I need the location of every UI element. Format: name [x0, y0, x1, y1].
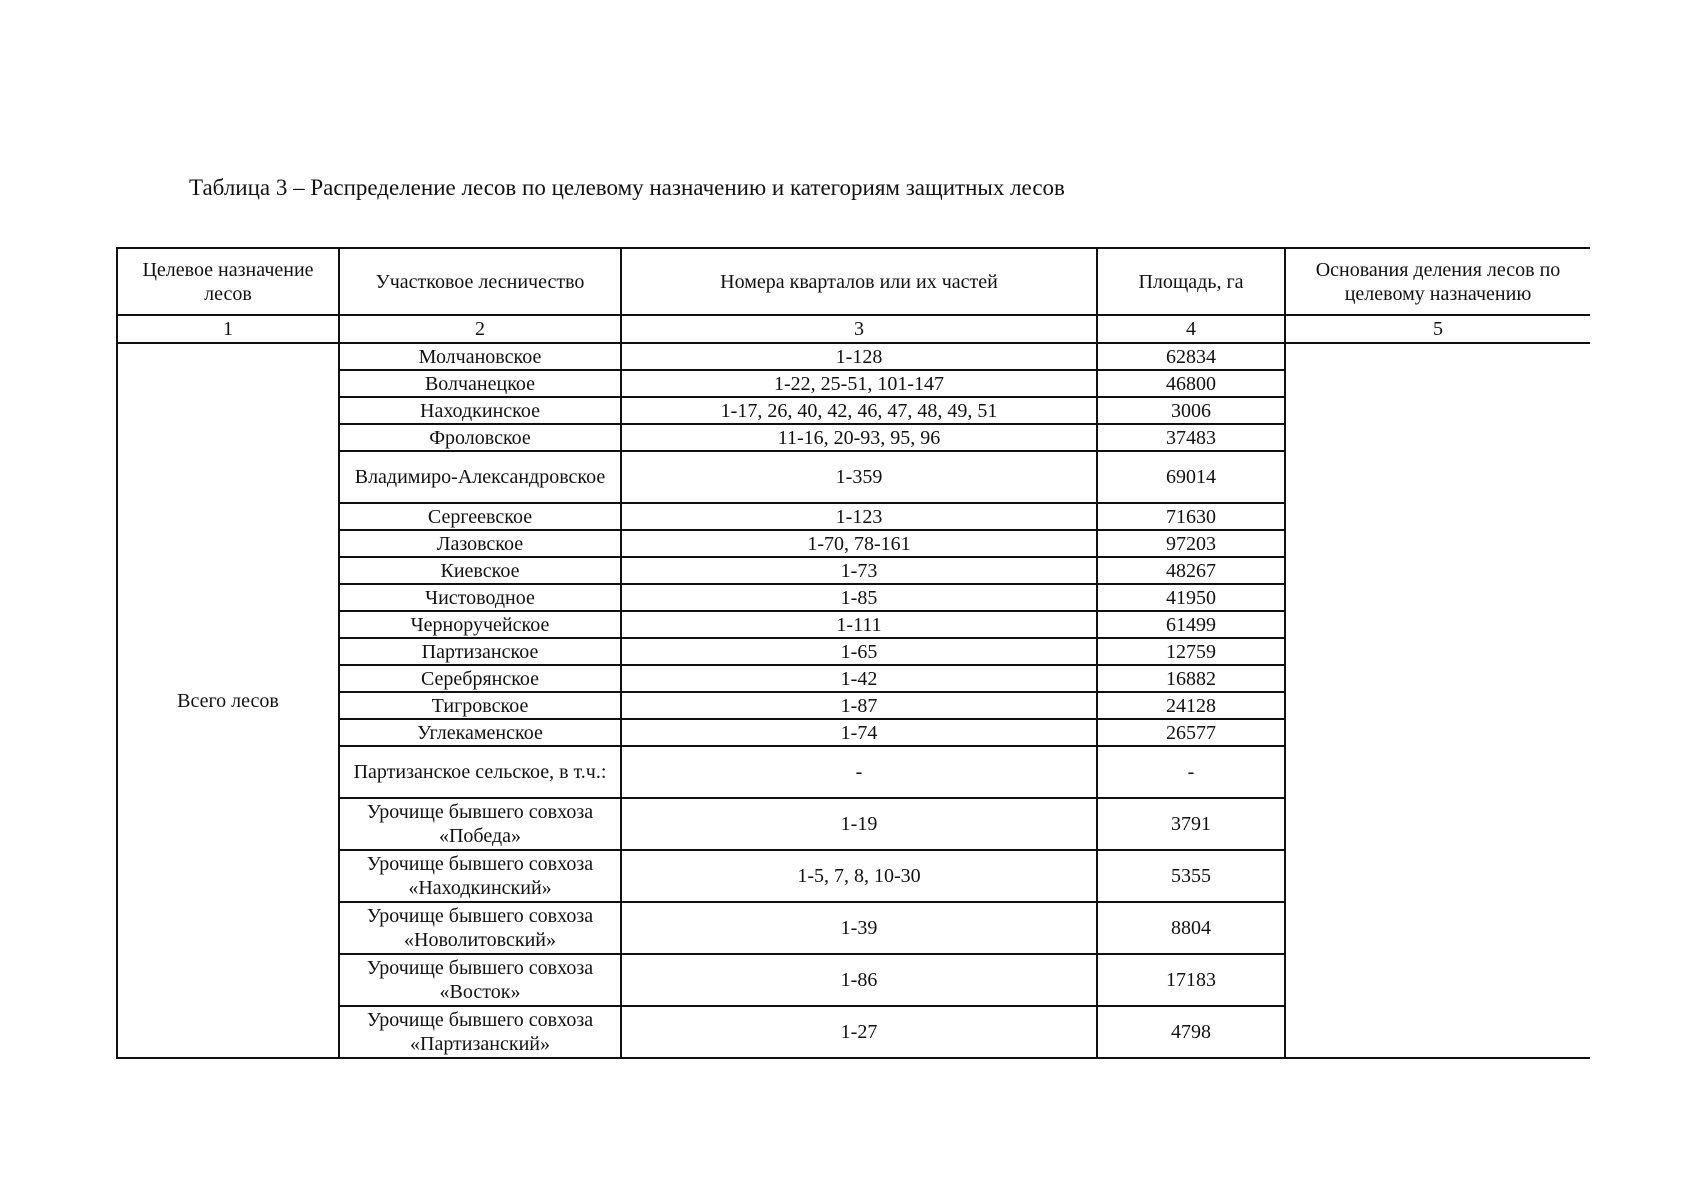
quarters-cell: 1-128 — [621, 343, 1097, 370]
forest-distribution-table — [116, 247, 1590, 1059]
forestry-name-cell: Волчанецкое — [339, 370, 621, 397]
area-cell: 71630 — [1097, 503, 1285, 530]
header-forestry: Участковое лесничество — [339, 248, 621, 315]
header-purpose: Целевое назначение лесов — [117, 248, 339, 315]
quarters-cell: 11-16, 20-93, 95, 96 — [621, 424, 1097, 451]
column-number: 4 — [1097, 315, 1285, 343]
column-number: 2 — [339, 315, 621, 343]
forestry-name-cell: Находкинское — [339, 397, 621, 424]
quarters-cell: 1-17, 26, 40, 42, 46, 47, 48, 49, 51 — [621, 397, 1097, 424]
quarters-cell: 1-74 — [621, 719, 1097, 746]
area-cell: 46800 — [1097, 370, 1285, 397]
area-cell: 16882 — [1097, 665, 1285, 692]
forestry-name-cell: Урочище бывшего совхоза «Находкинский» — [339, 850, 621, 902]
forestry-name-cell: Партизанское сельское, в т.ч.: — [339, 746, 621, 798]
area-cell: 17183 — [1097, 954, 1285, 1006]
area-cell: 62834 — [1097, 343, 1285, 370]
column-number: 3 — [621, 315, 1097, 343]
area-cell: 5355 — [1097, 850, 1285, 902]
column-number: 1 — [117, 315, 339, 343]
forestry-name-cell: Киевское — [339, 557, 621, 584]
forestry-name-cell: Тигровское — [339, 692, 621, 719]
area-cell: 61499 — [1097, 611, 1285, 638]
quarters-cell: 1-73 — [621, 557, 1097, 584]
header-quarters: Номера кварталов или их частей — [621, 248, 1097, 315]
forestry-name-cell: Фроловское — [339, 424, 621, 451]
forestry-name-cell: Урочище бывшего совхоза «Партизанский» — [339, 1006, 621, 1058]
area-cell: 24128 — [1097, 692, 1285, 719]
quarters-cell: 1-123 — [621, 503, 1097, 530]
forestry-name-cell: Урочище бывшего совхоза «Победа» — [339, 798, 621, 850]
purpose-cell: Всего лесов — [117, 343, 339, 1058]
table-row — [117, 343, 1590, 370]
forestry-name-cell: Углекаменское — [339, 719, 621, 746]
quarters-cell: 1-85 — [621, 584, 1097, 611]
quarters-cell: 1-42 — [621, 665, 1097, 692]
quarters-cell: 1-65 — [621, 638, 1097, 665]
area-cell: 4798 — [1097, 1006, 1285, 1058]
quarters-cell: 1-111 — [621, 611, 1097, 638]
area-cell: 48267 — [1097, 557, 1285, 584]
forestry-name-cell: Сергеевское — [339, 503, 621, 530]
area-cell: 8804 — [1097, 902, 1285, 954]
header-row — [117, 248, 1590, 315]
quarters-cell: 1-5, 7, 8, 10-30 — [621, 850, 1097, 902]
forestry-name-cell: Черноручейское — [339, 611, 621, 638]
column-number: 5 — [1285, 315, 1590, 343]
area-cell: 69014 — [1097, 451, 1285, 503]
basis-cell — [1285, 343, 1590, 1058]
area-cell: 26577 — [1097, 719, 1285, 746]
forestry-name-cell: Лазовское — [339, 530, 621, 557]
table-caption: Таблица 3 – Распределение лесов по целевому назначению и категориям защитных лесов — [189, 175, 1065, 200]
area-cell: 12759 — [1097, 638, 1285, 665]
quarters-cell: 1-359 — [621, 451, 1097, 503]
forestry-name-cell: Урочище бывшего совхоза «Новолитовский» — [339, 902, 621, 954]
quarters-cell: 1-87 — [621, 692, 1097, 719]
quarters-cell: 1-86 — [621, 954, 1097, 1006]
forestry-name-cell: Чистоводное — [339, 584, 621, 611]
forest-distribution-table-wrapper — [116, 247, 1590, 1080]
area-cell: 37483 — [1097, 424, 1285, 451]
header-basis: Основания деления лесов по целевому назначению — [1285, 248, 1590, 315]
column-number-row — [117, 315, 1590, 343]
area-cell: 3006 — [1097, 397, 1285, 424]
forestry-name-cell: Владимиро-Александровское — [339, 451, 621, 503]
forestry-name-cell: Серебрянское — [339, 665, 621, 692]
quarters-cell: 1-19 — [621, 798, 1097, 850]
area-cell: 97203 — [1097, 530, 1285, 557]
quarters-cell: 1-22, 25-51, 101-147 — [621, 370, 1097, 397]
area-cell: 3791 — [1097, 798, 1285, 850]
quarters-cell: 1-27 — [621, 1006, 1097, 1058]
quarters-cell: - — [621, 746, 1097, 798]
forestry-name-cell: Молчановское — [339, 343, 621, 370]
quarters-cell: 1-39 — [621, 902, 1097, 954]
area-cell: 41950 — [1097, 584, 1285, 611]
header-area: Площадь, га — [1097, 248, 1285, 315]
quarters-cell: 1-70, 78-161 — [621, 530, 1097, 557]
forestry-name-cell: Партизанское — [339, 638, 621, 665]
forestry-name-cell: Урочище бывшего совхоза «Восток» — [339, 954, 621, 1006]
area-cell: - — [1097, 746, 1285, 798]
